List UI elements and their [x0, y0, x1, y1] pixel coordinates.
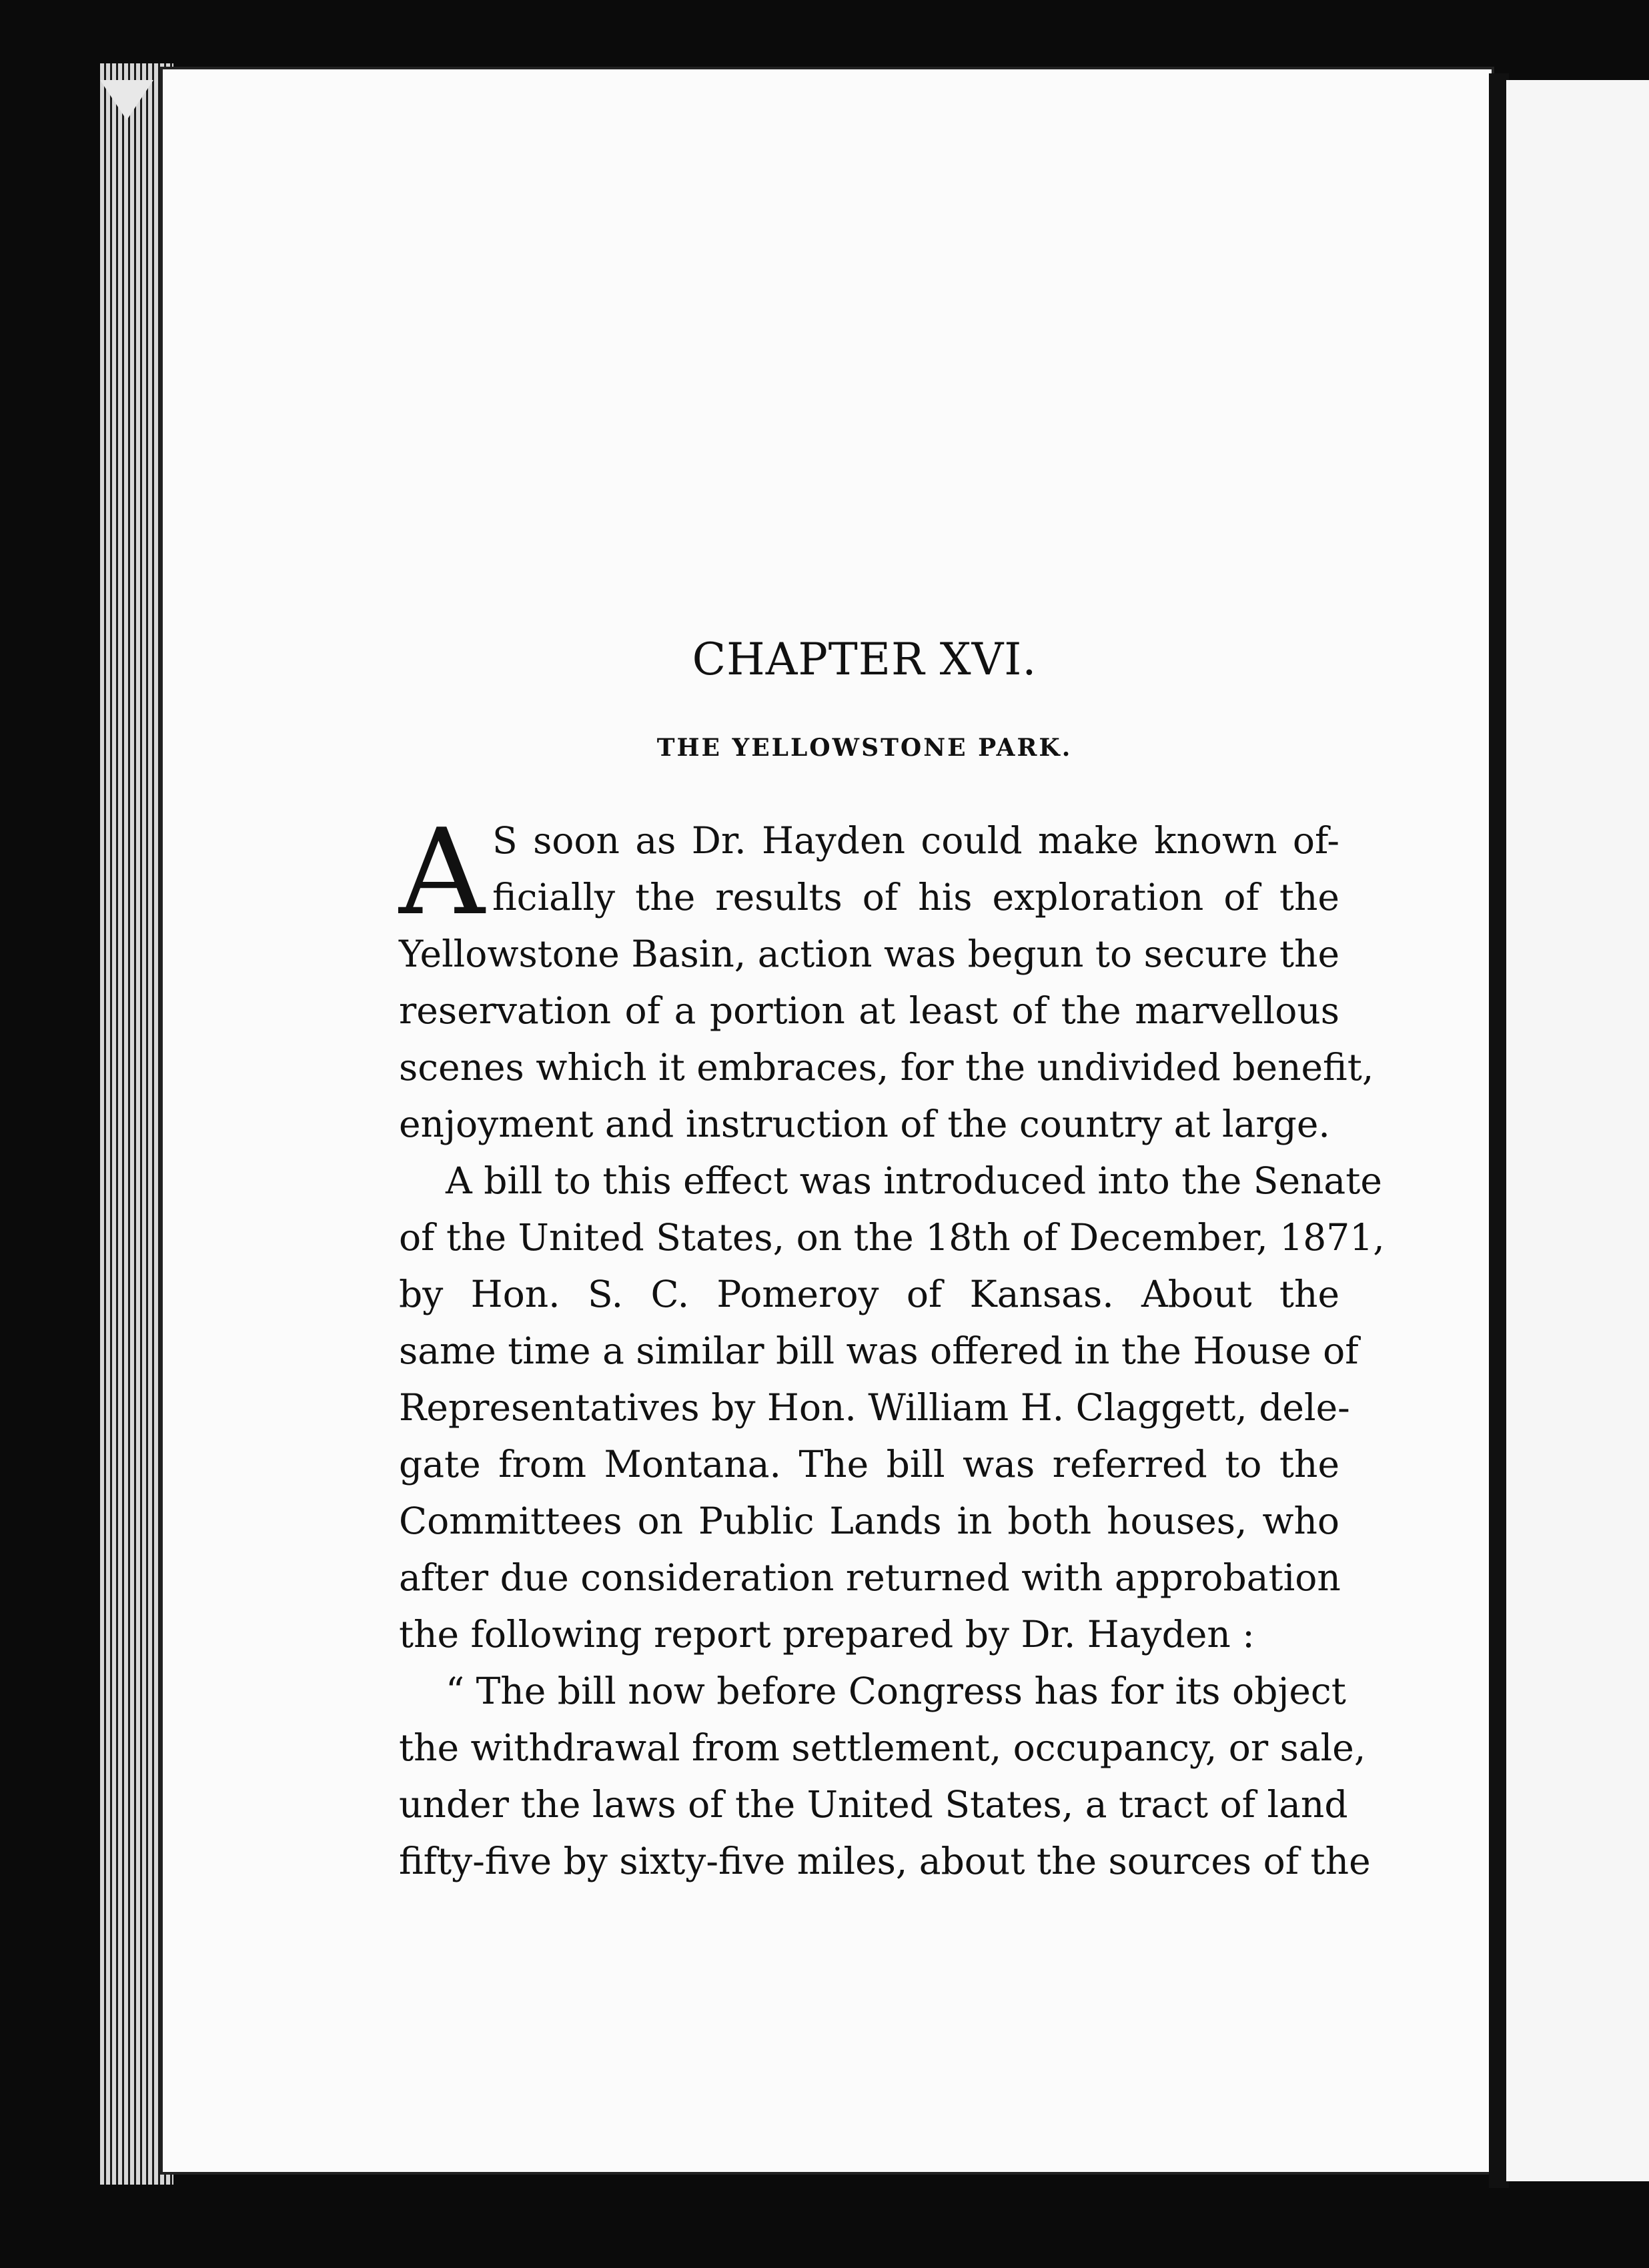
text-line: under the laws of the United States, a tract of land: [399, 1783, 1348, 1826]
text-line: Committees on Public Lands in both houses, who: [399, 1500, 1339, 1542]
text-line: after due consideration returned with approbation: [399, 1556, 1341, 1599]
paragraph: [399, 1663, 1371, 1890]
text-line: A bill to this effect was introduced into the Senate: [446, 1159, 1382, 1202]
paragraph: [399, 803, 1374, 1153]
text-line: by Hon. S. C. Pomeroy of Kansas. About the: [399, 1273, 1339, 1315]
text-line: “ The bill now before Congress has for its object: [446, 1670, 1346, 1712]
paragraph: [399, 1153, 1385, 1663]
text-line: enjoyment and instruction of the country at large.: [399, 1103, 1330, 1145]
text-line: ficially the results of his exploration of the: [492, 876, 1339, 919]
text-line: same time a similar bill was offered in the House of: [399, 1329, 1359, 1372]
facing-page-edge: [1506, 80, 1649, 2181]
section-title: THE YELLOWSTONE PARK.: [656, 734, 1073, 762]
text-line: S soon as Dr. Hayden could make known of-: [492, 819, 1339, 862]
text-line: reservation of a portion at least of the marvellous: [399, 989, 1339, 1032]
text-line: of the United States, on the 18th of December, 1871,: [399, 1216, 1385, 1259]
body-text: [399, 803, 1385, 1890]
text-line: fifty-five by sixty-five miles, about the sources of the: [399, 1840, 1371, 1882]
text-line: Yellowstone Basin, action was begun to secure the: [399, 933, 1340, 975]
drop-cap: A: [399, 803, 485, 941]
text-line: Representatives by Hon. William H. Claggett, dele-: [399, 1386, 1350, 1429]
text-line: scenes which it embraces, for the undivided benefit,: [399, 1046, 1374, 1089]
text-line: gate from Montana. The bill was referred to the: [399, 1443, 1339, 1486]
corner-mark: [100, 80, 153, 120]
chapter-title: CHAPTER XVI.: [692, 634, 1037, 685]
text-line: the withdrawal from settlement, occupancy, or sale,: [399, 1726, 1366, 1769]
text-line: the following report prepared by Dr. Hayden :: [399, 1613, 1255, 1656]
